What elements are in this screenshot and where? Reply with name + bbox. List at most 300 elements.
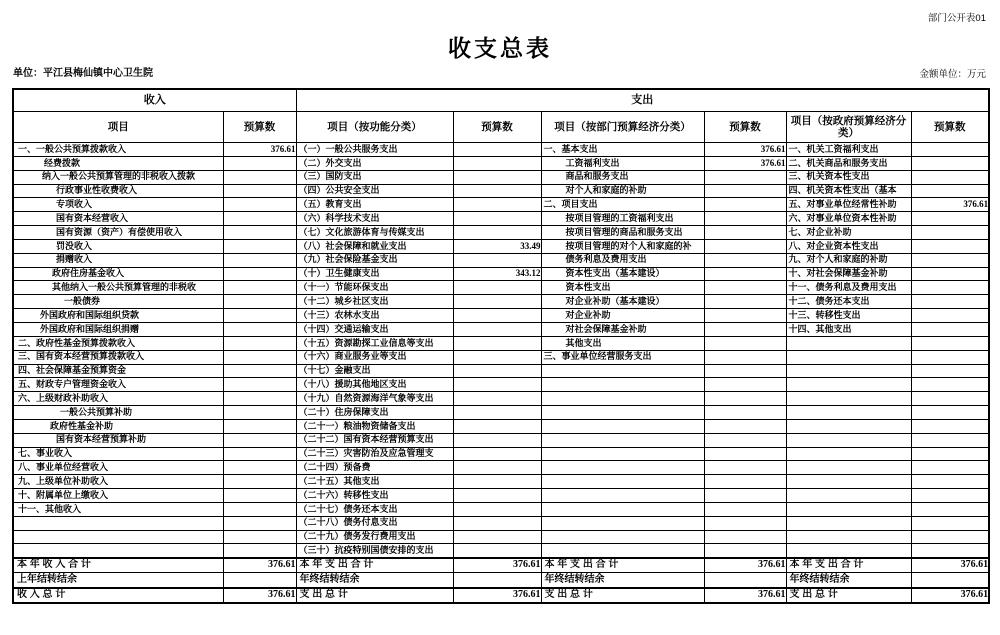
dept-econ-item-cell (541, 378, 704, 392)
income-item-cell: 其他纳入一般公共预算管理的非税收 (13, 281, 223, 295)
func-item-cell: （十五）资源勘探工业信息等支出 (296, 336, 453, 350)
func-item-cell: （十九）自然资源海洋气象等支出 (296, 392, 453, 406)
income-item-cell: 四、社会保障基金预算资金 (13, 364, 223, 378)
func-budget-cell: 33.49 (453, 239, 541, 253)
func-total-value: 376.61 (453, 558, 541, 573)
gov-econ-item-cell: 十一、债务利息及费用支出 (786, 281, 911, 295)
gov-econ-budget-cell (911, 309, 989, 323)
table-row (13, 253, 989, 267)
func-item-cell: （十一）节能环保支出 (296, 281, 453, 295)
income-budget-cell (223, 184, 296, 198)
income-item-cell: 一般公共预算补助 (13, 406, 223, 420)
dept-econ-item-cell: 对企业补助 (541, 309, 704, 323)
func-budget-cell (453, 295, 541, 309)
gov-econ-item-cell (786, 336, 911, 350)
dept-econ-item-cell: 按项目管理的商品和服务支出 (541, 226, 704, 240)
income-budget-cell (223, 198, 296, 212)
dept-econ-item-cell: 工资福利支出 (541, 156, 704, 170)
income-budget-cell (223, 475, 296, 489)
income-item-cell: 十一、其他收入 (13, 502, 223, 516)
gov-econ-item-cell: 十、对社会保障基金补助 (786, 267, 911, 281)
gov-econ-budget-cell (911, 489, 989, 503)
income-total-label: 上年结转结余 (13, 573, 223, 588)
income-total-label: 本 年 收 入 合 计 (13, 558, 223, 573)
gov-econ-budget-cell (911, 378, 989, 392)
income-item-cell (13, 516, 223, 530)
income-item-cell (13, 544, 223, 558)
func-budget-cell (453, 336, 541, 350)
col-header-dept-econ-item: 项目（按部门预算经济分类） (541, 112, 704, 143)
dept-econ-budget-cell: 376.61 (704, 156, 786, 170)
func-budget-cell (453, 322, 541, 336)
func-budget-cell (453, 309, 541, 323)
dept-econ-budget-cell (704, 530, 786, 544)
gov-econ-item-cell: 一、机关工资福利支出 (786, 143, 911, 157)
dept-econ-budget-cell (704, 309, 786, 323)
dept-econ-item-cell (541, 364, 704, 378)
dept-econ-budget-cell (704, 350, 786, 364)
dept-econ-total-label: 本 年 支 出 合 计 (541, 558, 704, 573)
func-budget-cell (453, 364, 541, 378)
dept-econ-budget-cell (704, 516, 786, 530)
dept-econ-budget-cell (704, 267, 786, 281)
gov-econ-budget-cell (911, 350, 989, 364)
income-group-header: 收入 (13, 89, 296, 112)
dept-econ-budget-cell (704, 336, 786, 350)
func-item-cell: （三十）抗疫特别国债安排的支出 (296, 544, 453, 558)
unit-label: 单位：平江县梅仙镇中心卫生院 (13, 68, 153, 79)
func-total-value (453, 573, 541, 588)
income-budget-cell (223, 322, 296, 336)
dept-econ-item-cell: 一、基本支出 (541, 143, 704, 157)
gov-econ-budget-cell (911, 143, 989, 157)
income-item-cell: 罚没收入 (13, 239, 223, 253)
income-budget-cell (223, 502, 296, 516)
dept-econ-budget-cell (704, 281, 786, 295)
dept-econ-budget-cell (704, 406, 786, 420)
func-total-label: 本 年 支 出 合 计 (296, 558, 453, 573)
gov-econ-total-value: 376.61 (911, 558, 989, 573)
func-item-cell: （二十六）转移性支出 (296, 489, 453, 503)
dept-econ-item-cell (541, 392, 704, 406)
gov-econ-item-cell (786, 516, 911, 530)
gov-econ-budget-cell (911, 295, 989, 309)
func-budget-cell (453, 378, 541, 392)
gov-econ-budget-cell (911, 239, 989, 253)
func-budget-cell (453, 516, 541, 530)
dept-econ-budget-cell (704, 322, 786, 336)
dept-econ-budget-cell (704, 226, 786, 240)
func-budget-cell (453, 156, 541, 170)
income-item-cell: 政府住房基金收入 (13, 267, 223, 281)
income-item-cell: 政府性基金补助 (13, 419, 223, 433)
income-budget-cell (223, 419, 296, 433)
table-row (13, 267, 989, 281)
func-budget-cell (453, 419, 541, 433)
func-budget-cell (453, 253, 541, 267)
dept-econ-total-label: 支 出 总 计 (541, 588, 704, 603)
dept-econ-budget-cell (704, 198, 786, 212)
table-row (13, 544, 989, 558)
doc-label: 部门公开表01 (927, 13, 986, 24)
gov-econ-item-cell: 七、对企业补助 (786, 226, 911, 240)
dept-econ-budget-cell (704, 212, 786, 226)
income-budget-cell (223, 156, 296, 170)
gov-econ-budget-cell (911, 226, 989, 240)
income-item-cell: 国有资本经营预算补助 (13, 433, 223, 447)
amount-unit-label: 金额单位：万元 (919, 69, 986, 80)
dept-econ-item-cell: 按项目管理的对个人和家庭的补 (541, 239, 704, 253)
gov-econ-budget-cell (911, 502, 989, 516)
totals-row (13, 558, 989, 573)
gov-econ-item-cell: 九、对个人和家庭的补助 (786, 253, 911, 267)
dept-econ-total-value: 376.61 (704, 558, 786, 573)
income-budget-cell (223, 530, 296, 544)
gov-econ-budget-cell (911, 475, 989, 489)
gov-econ-budget-cell (911, 253, 989, 267)
gov-econ-item-cell (786, 544, 911, 558)
gov-econ-budget-cell (911, 516, 989, 530)
income-budget-cell (223, 336, 296, 350)
func-item-cell: （十二）城乡社区支出 (296, 295, 453, 309)
func-item-cell: （八）社会保障和就业支出 (296, 239, 453, 253)
gov-econ-budget-cell (911, 419, 989, 433)
dept-econ-item-cell (541, 516, 704, 530)
income-item-cell: 纳入一般公共预算管理的非税收入拨款 (13, 170, 223, 184)
func-item-cell: （二十七）债务还本支出 (296, 502, 453, 516)
gov-econ-budget-cell (911, 447, 989, 461)
income-item-cell: 五、财政专户管理资金收入 (13, 378, 223, 392)
gov-econ-budget-cell (911, 433, 989, 447)
dept-econ-budget-cell (704, 544, 786, 558)
col-header-func-budget: 预算数 (453, 112, 541, 143)
table-row (13, 212, 989, 226)
income-item-cell: 九、上级单位补助收入 (13, 475, 223, 489)
expenditure-group-header: 支出 (296, 89, 989, 112)
dept-econ-item-cell (541, 489, 704, 503)
gov-econ-item-cell: 十三、转移性支出 (786, 309, 911, 323)
gov-econ-item-cell (786, 461, 911, 475)
func-item-cell: （三）国防支出 (296, 170, 453, 184)
gov-econ-budget-cell (911, 530, 989, 544)
func-budget-cell (453, 170, 541, 184)
income-budget-cell (223, 378, 296, 392)
gov-econ-item-cell (786, 350, 911, 364)
dept-econ-item-cell (541, 475, 704, 489)
dept-econ-item-cell: 按项目管理的工资福利支出 (541, 212, 704, 226)
dept-econ-budget-cell (704, 461, 786, 475)
func-item-cell: （十四）交通运输支出 (296, 322, 453, 336)
func-item-cell: （二十一）粮油物资储备支出 (296, 419, 453, 433)
table-row (13, 295, 989, 309)
table-row (13, 336, 989, 350)
gov-econ-budget-cell (911, 156, 989, 170)
income-item-cell: 一、一般公共预算拨款收入 (13, 143, 223, 157)
gov-econ-item-cell: 三、机关资本性支出 (786, 170, 911, 184)
income-budget-cell (223, 516, 296, 530)
dept-econ-item-cell: 债务利息及费用支出 (541, 253, 704, 267)
dept-econ-item-cell (541, 447, 704, 461)
dept-econ-item-cell: 对企业补助（基本建设） (541, 295, 704, 309)
func-item-cell: （十七）金融支出 (296, 364, 453, 378)
income-item-cell: 经费拨款 (13, 156, 223, 170)
dept-econ-budget-cell (704, 253, 786, 267)
func-budget-cell (453, 502, 541, 516)
func-budget-cell (453, 530, 541, 544)
gov-econ-item-cell: 二、机关商品和服务支出 (786, 156, 911, 170)
gov-econ-budget-cell (911, 406, 989, 420)
dept-econ-budget-cell (704, 239, 786, 253)
dept-econ-item-cell: 商品和服务支出 (541, 170, 704, 184)
dept-econ-item-cell: 对社会保障基金补助 (541, 322, 704, 336)
func-item-cell: （四）公共安全支出 (296, 184, 453, 198)
table-row (13, 309, 989, 323)
func-item-cell: （六）科学技术支出 (296, 212, 453, 226)
func-item-cell: （十六）商业服务业等支出 (296, 350, 453, 364)
dept-econ-item-cell (541, 502, 704, 516)
dept-econ-item-cell: 其他支出 (541, 336, 704, 350)
table-row (13, 184, 989, 198)
table-row (13, 322, 989, 336)
income-budget-cell (223, 461, 296, 475)
gov-econ-total-label: 支 出 总 计 (786, 588, 911, 603)
income-budget-cell: 376.61 (223, 143, 296, 157)
func-item-cell: （十八）援助其他地区支出 (296, 378, 453, 392)
table-row (13, 447, 989, 461)
income-item-cell: 捐赠收入 (13, 253, 223, 267)
table-row (13, 226, 989, 240)
dept-econ-item-cell (541, 461, 704, 475)
col-header-income-item: 项目 (13, 112, 223, 143)
table-row (13, 516, 989, 530)
table-row (13, 489, 989, 503)
dept-econ-item-cell: 资本性支出（基本建设） (541, 267, 704, 281)
table-row (13, 378, 989, 392)
income-budget-cell (223, 309, 296, 323)
totals-row (13, 573, 989, 588)
table-row (13, 364, 989, 378)
func-total-value: 376.61 (453, 588, 541, 603)
income-budget-cell (223, 406, 296, 420)
gov-econ-budget-cell (911, 170, 989, 184)
gov-econ-budget-cell: 376.61 (911, 198, 989, 212)
gov-econ-total-value (911, 573, 989, 588)
func-budget-cell (453, 544, 541, 558)
table-body (13, 143, 989, 603)
func-budget-cell (453, 198, 541, 212)
gov-econ-budget-cell (911, 544, 989, 558)
table-row (13, 281, 989, 295)
income-budget-cell (223, 295, 296, 309)
func-item-cell: （二十二）国有资本经营预算支出 (296, 433, 453, 447)
income-budget-cell (223, 350, 296, 364)
dept-econ-item-cell: 资本性支出 (541, 281, 704, 295)
income-budget-cell (223, 212, 296, 226)
func-budget-cell (453, 392, 541, 406)
gov-econ-item-cell (786, 378, 911, 392)
income-budget-cell (223, 489, 296, 503)
gov-econ-budget-cell (911, 322, 989, 336)
income-item-cell (13, 530, 223, 544)
income-budget-cell (223, 433, 296, 447)
income-item-cell: 一般债券 (13, 295, 223, 309)
func-budget-cell (453, 433, 541, 447)
gov-econ-item-cell: 十二、债务还本支出 (786, 295, 911, 309)
func-item-cell: （五）教育支出 (296, 198, 453, 212)
gov-econ-item-cell (786, 433, 911, 447)
gov-econ-total-label: 年终结转结余 (786, 573, 911, 588)
income-item-cell: 专项收入 (13, 198, 223, 212)
income-budget-cell (223, 544, 296, 558)
dept-econ-budget-cell (704, 502, 786, 516)
func-item-cell: （十三）农林水支出 (296, 309, 453, 323)
gov-econ-budget-cell (911, 212, 989, 226)
func-budget-cell (453, 406, 541, 420)
income-item-cell: 六、上级财政补助收入 (13, 392, 223, 406)
gov-econ-item-cell: 六、对事业单位资本性补助 (786, 212, 911, 226)
func-item-cell: （二）外交支出 (296, 156, 453, 170)
col-header-func-item: 项目（按功能分类） (296, 112, 453, 143)
income-item-cell: 八、事业单位经营收入 (13, 461, 223, 475)
gov-econ-budget-cell (911, 184, 989, 198)
income-total-label: 收 入 总 计 (13, 588, 223, 603)
income-budget-cell (223, 253, 296, 267)
gov-econ-item-cell (786, 475, 911, 489)
table-row (13, 406, 989, 420)
table-row (13, 475, 989, 489)
income-item-cell: 国有资源（资产）有偿使用收入 (13, 226, 223, 240)
dept-econ-budget-cell (704, 447, 786, 461)
dept-econ-total-value (704, 573, 786, 588)
table-row (13, 170, 989, 184)
table-row (13, 419, 989, 433)
gov-econ-item-cell (786, 392, 911, 406)
gov-econ-item-cell (786, 502, 911, 516)
gov-econ-item-cell (786, 489, 911, 503)
func-item-cell: （二十）住房保障支出 (296, 406, 453, 420)
gov-econ-item-cell (786, 406, 911, 420)
func-budget-cell (453, 461, 541, 475)
income-item-cell: 外国政府和国际组织捐赠 (13, 322, 223, 336)
dept-econ-budget-cell (704, 184, 786, 198)
gov-econ-total-label: 本 年 支 出 合 计 (786, 558, 911, 573)
dept-econ-item-cell (541, 433, 704, 447)
func-item-cell: （二十三）灾害防治及应急管理支 (296, 447, 453, 461)
dept-econ-budget-cell (704, 489, 786, 503)
table-row (13, 143, 989, 157)
dept-econ-budget-cell: 376.61 (704, 143, 786, 157)
income-budget-cell (223, 364, 296, 378)
table-row (13, 530, 989, 544)
income-item-cell: 七、事业收入 (13, 447, 223, 461)
summary-table (12, 88, 990, 604)
dept-econ-item-cell (541, 419, 704, 433)
gov-econ-item-cell: 八、对企业资本性支出 (786, 239, 911, 253)
col-header-gov-econ-budget: 预算数 (911, 112, 989, 143)
func-budget-cell (453, 226, 541, 240)
gov-econ-item-cell: 四、机关资本性支出（基本 (786, 184, 911, 198)
gov-econ-budget-cell (911, 336, 989, 350)
dept-econ-total-label: 年终结转结余 (541, 573, 704, 588)
table-row (13, 350, 989, 364)
gov-econ-item-cell (786, 419, 911, 433)
table-row (13, 392, 989, 406)
gov-econ-item-cell (786, 447, 911, 461)
func-budget-cell (453, 212, 541, 226)
income-budget-cell (223, 281, 296, 295)
income-item-cell: 外国政府和国际组织贷款 (13, 309, 223, 323)
func-budget-cell (453, 447, 541, 461)
dept-econ-item-cell (541, 406, 704, 420)
dept-econ-budget-cell (704, 475, 786, 489)
func-budget-cell (453, 184, 541, 198)
gov-econ-budget-cell (911, 461, 989, 475)
income-item-cell: 国有资本经营收入 (13, 212, 223, 226)
income-budget-cell (223, 239, 296, 253)
table-row (13, 156, 989, 170)
income-budget-cell (223, 170, 296, 184)
dept-econ-item-cell (541, 530, 704, 544)
gov-econ-item-cell (786, 364, 911, 378)
income-item-cell: 行政事业性收费收入 (13, 184, 223, 198)
dept-econ-budget-cell (704, 364, 786, 378)
table-row (13, 433, 989, 447)
gov-econ-total-value: 376.61 (911, 588, 989, 603)
dept-econ-budget-cell (704, 433, 786, 447)
income-budget-cell (223, 392, 296, 406)
func-total-label: 年终结转结余 (296, 573, 453, 588)
income-total-value (223, 573, 296, 588)
dept-econ-item-cell: 三、事业单位经营服务支出 (541, 350, 704, 364)
func-item-cell: （九）社会保险基金支出 (296, 253, 453, 267)
gov-econ-item-cell (786, 530, 911, 544)
dept-econ-item-cell (541, 544, 704, 558)
func-budget-cell: 343.12 (453, 267, 541, 281)
func-item-cell: （七）文化旅游体育与传媒支出 (296, 226, 453, 240)
func-item-cell: （二十四）预备费 (296, 461, 453, 475)
gov-econ-item-cell: 十四、其他支出 (786, 322, 911, 336)
func-item-cell: （十）卫生健康支出 (296, 267, 453, 281)
dept-econ-item-cell: 对个人和家庭的补助 (541, 184, 704, 198)
gov-econ-item-cell: 五、对事业单位经常性补助 (786, 198, 911, 212)
func-item-cell: （一）一般公共服务支出 (296, 143, 453, 157)
col-header-income-budget: 预算数 (223, 112, 296, 143)
gov-econ-budget-cell (911, 364, 989, 378)
gov-econ-budget-cell (911, 281, 989, 295)
dept-econ-budget-cell (704, 295, 786, 309)
dept-econ-item-cell: 二、项目支出 (541, 198, 704, 212)
income-item-cell: 十、附属单位上缴收入 (13, 489, 223, 503)
gov-econ-budget-cell (911, 267, 989, 281)
gov-econ-budget-cell (911, 392, 989, 406)
func-item-cell: （二十五）其他支出 (296, 475, 453, 489)
col-header-gov-econ-item: 项目（按政府预算经济分类） (786, 112, 911, 143)
dept-econ-budget-cell (704, 392, 786, 406)
page-title: 收支总表 (448, 35, 552, 61)
table-row (13, 502, 989, 516)
func-total-label: 支 出 总 计 (296, 588, 453, 603)
totals-row (13, 588, 989, 603)
dept-econ-total-value: 376.61 (704, 588, 786, 603)
col-header-dept-econ-budget: 预算数 (704, 112, 786, 143)
income-budget-cell (223, 226, 296, 240)
func-budget-cell (453, 489, 541, 503)
dept-econ-budget-cell (704, 419, 786, 433)
dept-econ-budget-cell (704, 170, 786, 184)
func-budget-cell (453, 143, 541, 157)
table-row (13, 239, 989, 253)
func-item-cell: （二十八）债务付息支出 (296, 516, 453, 530)
